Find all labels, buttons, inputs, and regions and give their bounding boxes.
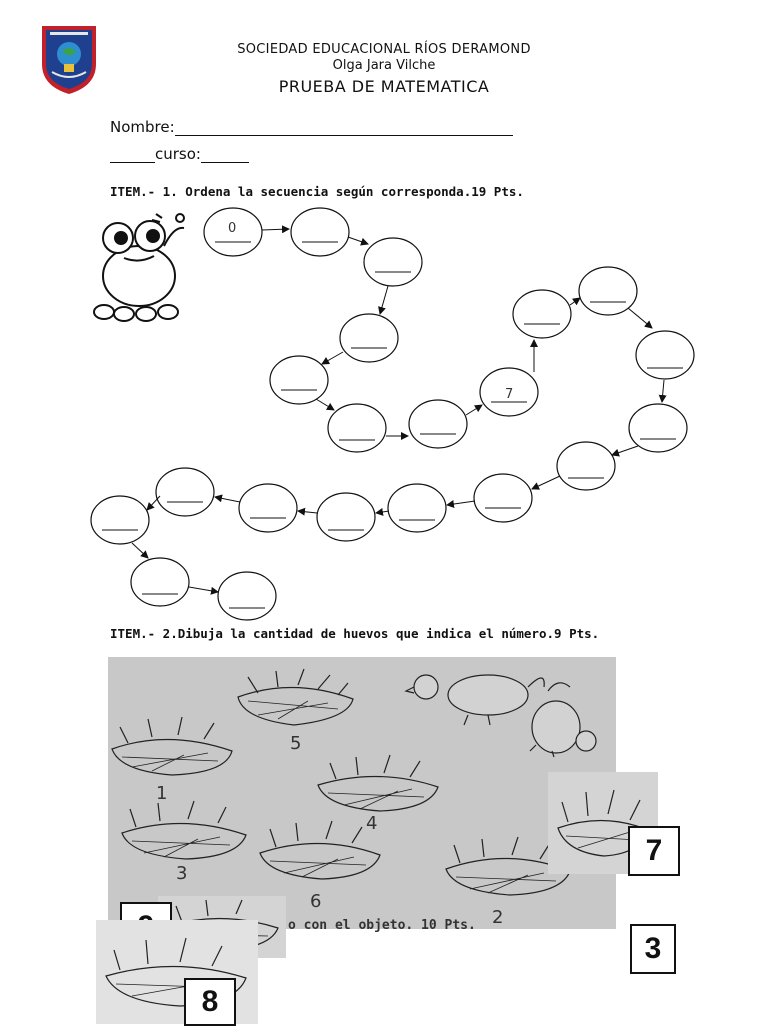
- seq-circle-11[interactable]: [636, 331, 694, 379]
- nests-panel: [108, 657, 616, 929]
- seq-circle-6[interactable]: [328, 404, 386, 452]
- seq-given-middle: 7: [505, 387, 514, 402]
- number-box-3: 3: [630, 924, 676, 974]
- seq-circle-20[interactable]: [131, 558, 189, 606]
- seq-circle-14[interactable]: [474, 474, 532, 522]
- nest-label-4: 4: [366, 813, 378, 834]
- item3-partial-instruction: o con el objeto. 10 Pts.: [288, 918, 476, 933]
- name-label: Nombre:: [110, 118, 175, 136]
- nest-label-5: 5: [290, 733, 302, 754]
- nest-4: [318, 755, 438, 811]
- number-box-7: 7: [628, 826, 680, 876]
- seq-circle-13[interactable]: [557, 442, 615, 490]
- seq-circle-9[interactable]: [513, 290, 571, 338]
- nest-label-3: 3: [176, 863, 188, 884]
- seq-circle-4[interactable]: [340, 314, 398, 362]
- seq-circle-19[interactable]: [91, 496, 149, 544]
- seq-circle-18[interactable]: [156, 468, 214, 516]
- item2-instruction: ITEM.- 2.Dibuja la cantidad de huevos que indica el número.9 Pts.: [110, 626, 600, 641]
- seq-circle-16[interactable]: [317, 493, 375, 541]
- school-name: SOCIEDAD EDUCACIONAL RÍOS DERAMOND: [237, 42, 531, 57]
- seq-circle-7[interactable]: [409, 400, 467, 448]
- nest-5: [238, 669, 353, 725]
- nest-3: [122, 801, 246, 859]
- course-label: curso:: [155, 145, 201, 163]
- seq-circle-15[interactable]: [388, 484, 446, 532]
- seq-given-first: 0: [228, 221, 237, 236]
- hen-illustration: [406, 675, 544, 725]
- nest-1: [112, 717, 232, 775]
- seq-circle-17[interactable]: [239, 484, 297, 532]
- nest-label-2: 2: [492, 907, 504, 928]
- nest-6: [260, 821, 380, 879]
- number-box-8: 8: [184, 978, 236, 1026]
- seq-circle-5[interactable]: [270, 356, 328, 404]
- page-title: PRUEBA DE MATEMATICA: [278, 77, 490, 96]
- chick-illustration: [530, 683, 596, 757]
- seq-circle-12[interactable]: [629, 404, 687, 452]
- nest-label-6: 6: [310, 891, 322, 912]
- nest-label-1: 1: [156, 783, 168, 804]
- seq-circle-2[interactable]: [291, 208, 349, 256]
- teacher-name: Olga Jara Vilche: [332, 58, 436, 73]
- seq-circle-3[interactable]: [364, 238, 422, 286]
- item1-instruction: ITEM.- 1. Ordena la secuencia según corresponda.19 Pts.: [110, 184, 524, 199]
- seq-circle-21[interactable]: [218, 572, 276, 620]
